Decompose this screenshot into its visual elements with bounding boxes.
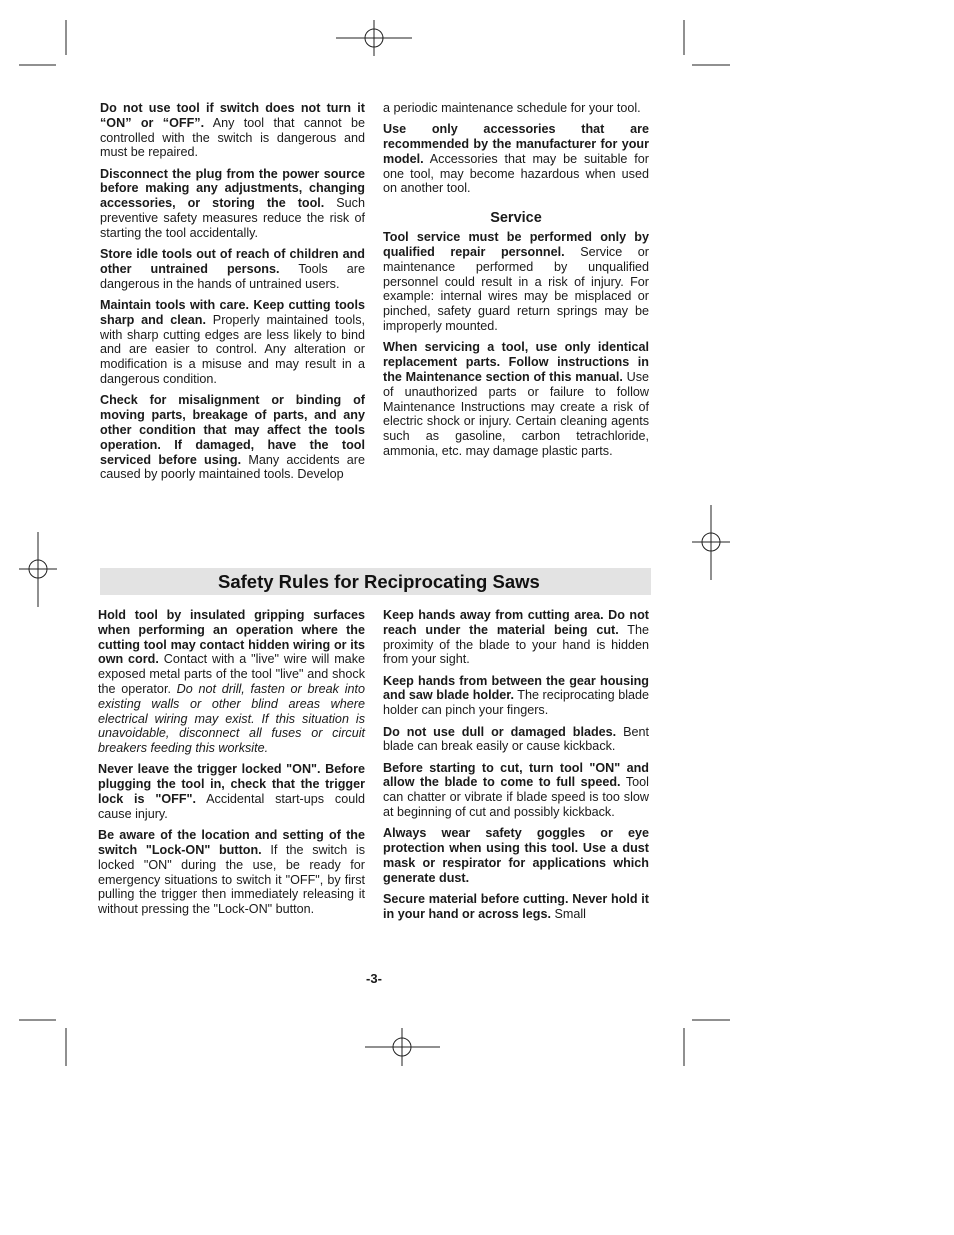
page-number: -3- — [366, 971, 382, 986]
rule-heading: Hold tool by insulated gripping surfaces when performing an operation where the cutting tool may contact hidden wiring or its own cord. — [98, 608, 365, 667]
rule-text: Accessories that may be suitable for one tool, may become hazardous when used on another tool. — [383, 151, 649, 196]
rule-heading: Be aware of the location and setting of the switch "Lock-ON" button. — [98, 828, 365, 857]
rule-text: Small — [550, 906, 586, 921]
rule-paragraph — [383, 725, 649, 755]
rule-heading: Never leave the trigger locked "ON". Before plugging the tool in, check that the trigger lock is "OFF". — [98, 762, 365, 807]
rule-heading: Use only accessories that are recommended by the manufacturer for your model. — [383, 122, 649, 166]
rule-paragraph — [98, 608, 365, 756]
rule-text: Properly maintained tools, with sharp cutting edges are less likely to bind and are easier to control. Any alteration or modification is a misuse and may result in a dangerous condition. — [100, 312, 366, 387]
rule-paragraph — [383, 826, 649, 885]
rule-text: If the switch is locked "ON" during the use, be ready for emergency situations to switch it "OFF", by first pulling the trigger then immediately releasing it without pressing the "Lock-ON" button. — [98, 842, 366, 917]
rule-paragraph — [100, 393, 365, 482]
rule-heading: Check for misalignment or binding of moving parts, breakage of parts, and any other condition that may affect the tools operation. If damaged, have the tool serviced before using. — [100, 393, 365, 467]
rule-heading: Do not use tool if switch does not turn it “ON” or “OFF”. — [100, 101, 365, 130]
service-heading: Service — [490, 210, 542, 227]
rule-heading: Disconnect the plug from the power source before making any adjustments, changing accessories, or storing the tool. — [100, 166, 365, 211]
rule-paragraph — [100, 101, 365, 160]
rule-text: Tools are dangerous in the hands of untrained users. — [100, 261, 365, 291]
rule-paragraph — [100, 167, 365, 241]
rule-text: Contact with a "live" wire will make exposed metal parts of the tool "live" and shock the operator. — [98, 652, 365, 696]
rule-paragraph — [383, 122, 649, 196]
general-safety-column-1 — [100, 101, 365, 489]
rule-paragraph — [383, 608, 649, 667]
rule-text: Accidental start-ups could cause injury. — [98, 792, 365, 821]
rule-heading: Always wear safety goggles or eye protection when using this tool. Use a dust mask or respirator for applications which generate dust. — [383, 826, 649, 885]
rule-heading: When servicing a tool, use only identical replacement parts. Follow instructions in the Maintenance section of this manual. — [383, 340, 649, 384]
section-title: Safety Rules for Reciprocating Saws — [218, 571, 540, 592]
rule-text: Any tool that cannot be controlled with the switch is dangerous and must be repaired. — [100, 115, 365, 160]
rule-heading: Tool service must be performed only by qualified repair personnel. — [383, 230, 649, 260]
rule-heading: Store idle tools out of reach of children and other untrained persons. — [100, 247, 365, 276]
rule-text: Service or maintenance performed by unqualified personnel could result in a risk of injury. For example: internal wires may be misplaced or pinched, safety guard return springs may be improperly mounted. — [383, 245, 649, 334]
rule-text: Such preventive safety measures reduce the risk of starting the tool accidentally. — [100, 196, 365, 240]
rule-paragraph — [100, 298, 365, 387]
rule-heading: Do not use dull or damaged blades. — [383, 724, 617, 739]
rule-paragraph — [383, 892, 649, 922]
rule-paragraph — [98, 762, 365, 821]
rule-text: Use of unauthorized parts or failure to follow Maintenance Instructions may create a risk of electric shock or injury. Certain cleaning agents such as gasoline, carbon tetrachloride, ammonia, etc. may damage plastic parts. — [383, 369, 649, 458]
rule-paragraph — [383, 761, 649, 820]
rule-paragraph — [383, 101, 649, 116]
section-title-banner — [100, 568, 651, 595]
rule-warning-italic: Do not drill, fasten or break into existing walls or other blind areas where electrical wiring may exist. If this situation is unavoidable, disconnect all fuses or circuit breakers feeding this worksite. — [98, 681, 365, 756]
rule-heading: Maintain tools with care. Keep cutting tools sharp and clean. — [100, 298, 365, 327]
rule-paragraph — [383, 340, 649, 458]
rule-text: The reciprocating blade holder can pinch your fingers. — [383, 688, 650, 718]
rule-heading: Before starting to cut, turn tool "ON" and allow the blade to come to full speed. — [383, 760, 649, 790]
rule-paragraph — [383, 674, 649, 718]
rule-heading: Keep hands away from cutting area. Do not reach under the material being cut. — [383, 608, 649, 637]
rule-text: a periodic maintenance schedule for your tool. — [383, 101, 641, 115]
rule-paragraph — [383, 230, 649, 334]
rule-text: Many accidents are caused by poorly maintained tools. Develop — [100, 452, 365, 482]
rule-paragraph — [98, 828, 365, 917]
saw-safety-column-2 — [383, 608, 649, 928]
rule-heading: Secure material before cutting. Never hold it in your hand or across legs. — [383, 892, 649, 921]
rule-text: Bent blade can break easily or cause kickback. — [383, 724, 650, 754]
rule-paragraph — [100, 247, 365, 291]
general-safety-column-2 — [383, 101, 649, 465]
rule-heading: Keep hands from between the gear housing and saw blade holder. — [383, 673, 649, 703]
saw-safety-column-1 — [98, 608, 365, 923]
rule-text: Tool can chatter or vibrate if blade speed is too slow at beginning of cut and possibly kickback. — [383, 775, 649, 820]
rule-text: The proximity of the blade to your hand is hidden from your sight. — [383, 622, 650, 667]
